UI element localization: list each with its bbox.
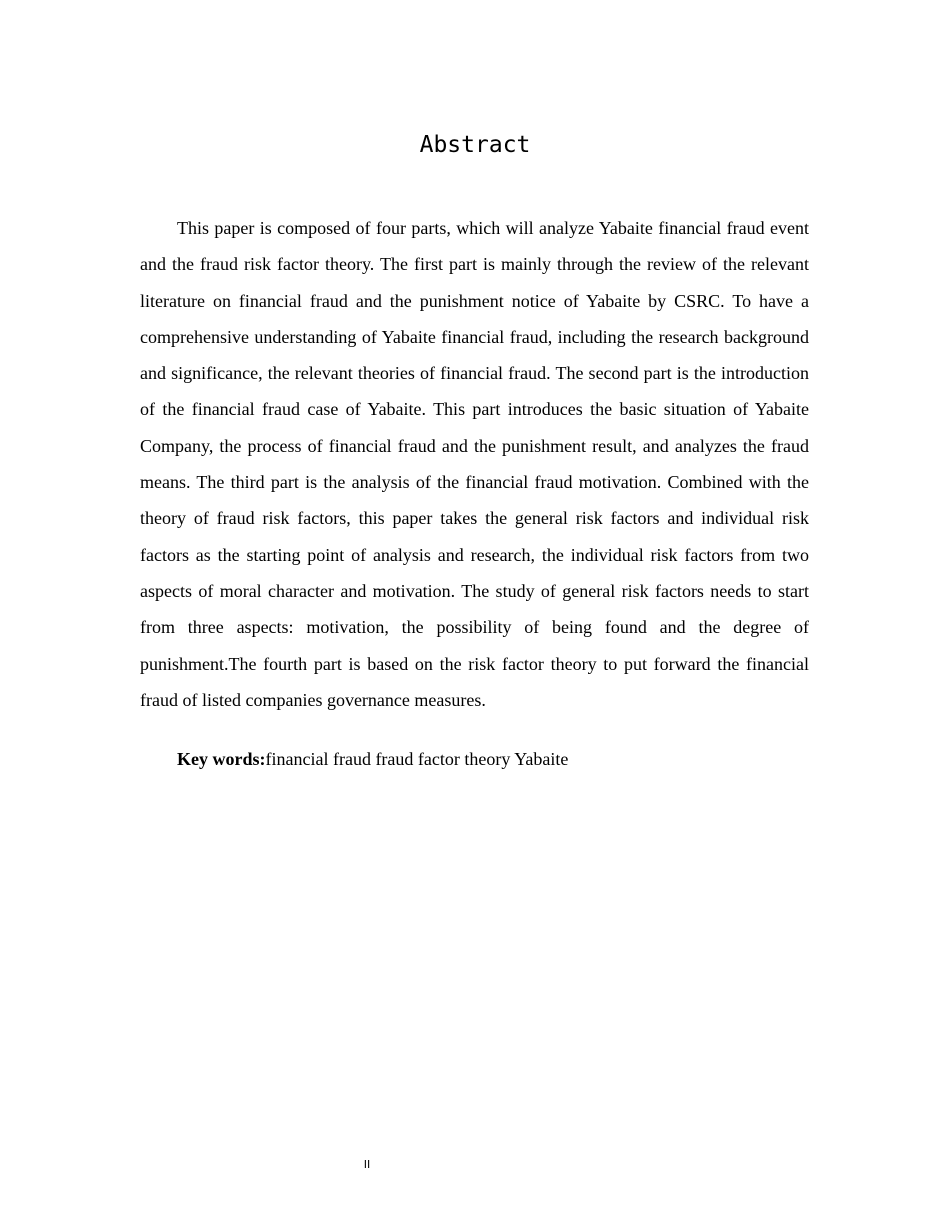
keywords-line bbox=[140, 741, 809, 777]
keywords-text: financial fraud fraud factor theory Yabaite bbox=[265, 749, 569, 769]
keywords-label: Key words: bbox=[177, 749, 266, 769]
abstract-body: This paper is composed of four parts, which will analyze Yabaite financial fraud event and the fraud risk factor theory. The first part is mainly through the review of the relevant literature on financial fraud and the punishment notice of Yabaite by CSRC. To have a comprehensive understanding of Yabaite financial fraud, including the research background and significance, the relevant theories of financial fraud. The second part is the introduction of the financial fraud case of Yabaite. This part introduces the basic situation of Yabaite Company, the process of financial fraud and the punishment result, and analyzes the fraud means. The third part is the analysis of the financial fraud motivation. Combined with the theory of fraud risk factors, this paper takes the general risk factors and individual risk factors as the starting point of analysis and research, the individual risk factors from two aspects of moral character and motivation. The study of general risk factors needs to start from three aspects: motivation, the possibility of being found and the degree of punishment.The fourth part is based on the risk factor theory to put forward the financial fraud of listed companies governance measures. bbox=[140, 218, 809, 710]
page-number: II bbox=[363, 1158, 371, 1171]
abstract-title: Abstract bbox=[419, 132, 531, 158]
